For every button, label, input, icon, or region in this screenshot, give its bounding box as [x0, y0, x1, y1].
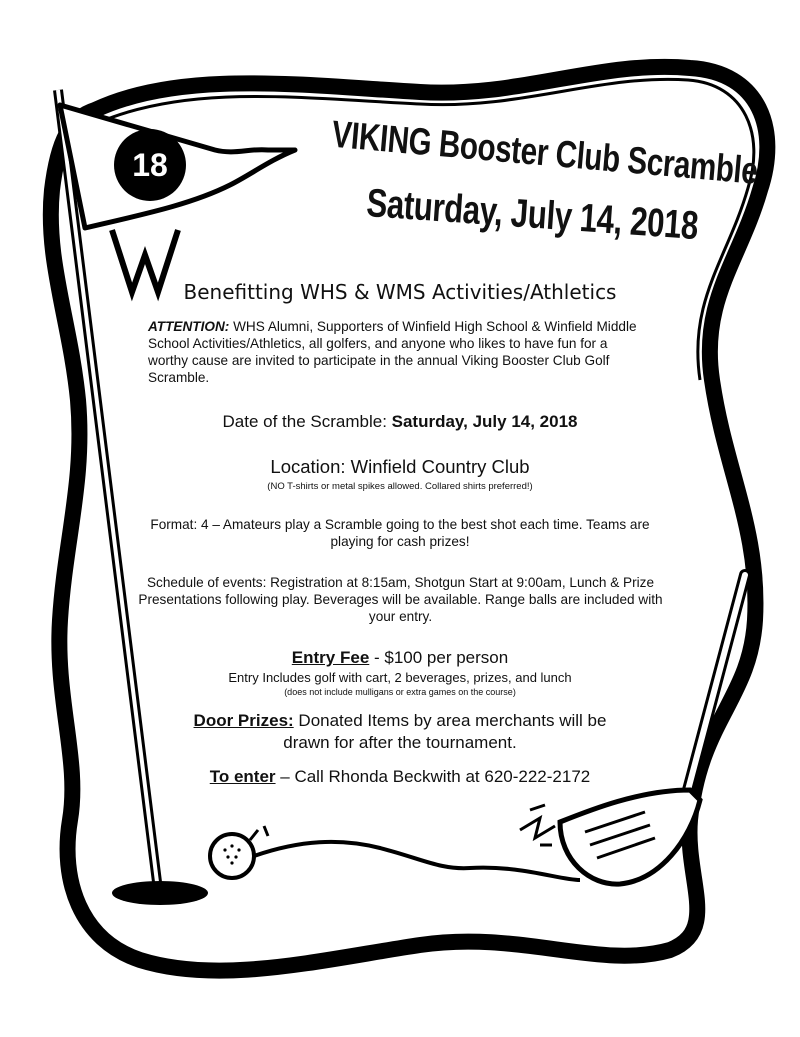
door-prizes-text: Donated Items by area merchants will be drawn for after the tournament.: [283, 711, 607, 752]
entry-note: (does not include mulligans or extra games on the course): [284, 687, 516, 697]
location-note: (NO T-shirts or metal spikes allowed. Collared shirts preferred!): [267, 481, 533, 492]
event-date-title: Saturday, July 14, 2018: [365, 181, 700, 249]
golf-cup: [112, 881, 208, 905]
schedule-text: Schedule of events: Registration at 8:15am, Shotgun Start at 9:00am, Lunch & Prize Presentations following play. Beverages will be available. Range balls are included with your entry.: [138, 575, 663, 624]
scramble-date: [150, 412, 650, 432]
entry-fee: [150, 648, 650, 668]
golf-ball: [210, 834, 254, 878]
flag-number: 18: [132, 147, 168, 183]
entry-fee-value: - $100 per person: [369, 648, 509, 667]
enter-line: [150, 767, 650, 787]
event-title: VIKING Booster Club Scramble: [330, 113, 760, 193]
ball-trail: [254, 842, 580, 880]
golf-club-head: [560, 790, 700, 884]
entry-includes: Entry Includes golf with cart, 2 beverages, prizes, and lunch: [228, 670, 572, 685]
impact-marks: [520, 805, 555, 845]
door-prizes-label: Door Prizes:: [193, 711, 294, 730]
location-line: Location: Winfield Country Club: [270, 456, 530, 477]
benefit-heading: Benefitting WHS & WMS Activities/Athletics: [183, 280, 617, 304]
attention-text: WHS Alumni, Supporters of Winfield High School & Winfield Middle School Activities/Athletics, all golfers, and anyone who likes to have fun for a worthy cause are invited to participate in the annual Viking Booster Club Golf Scramble.: [148, 319, 637, 385]
enter-label: To enter: [209, 767, 276, 786]
attention-label: ATTENTION:: [148, 319, 230, 334]
attention-paragraph: [148, 318, 638, 386]
format-text: Format: 4 – Amateurs play a Scramble going to the best shot each time. Teams are playing for cash prizes!: [150, 517, 650, 549]
enter-text: – Call Rhonda Beckwith at 620-222-2172: [275, 767, 591, 786]
entry-fee-label: Entry Fee: [291, 648, 370, 667]
date-label: Date of the Scramble:: [222, 412, 392, 431]
door-prizes: [170, 710, 630, 754]
date-value: Saturday, July 14, 2018: [391, 412, 578, 431]
